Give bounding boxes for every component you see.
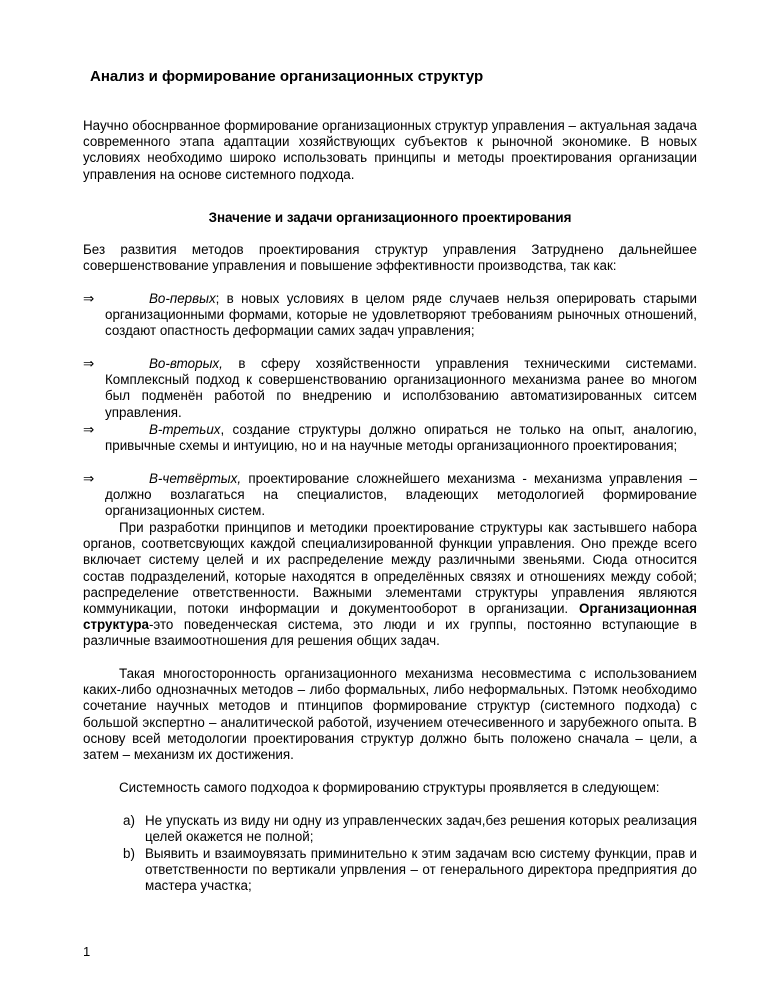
list-marker: a) [123, 813, 135, 828]
arrow-item-lead: Во-первых [149, 291, 216, 306]
list-marker: b) [123, 846, 135, 861]
paragraph-4: Системность самого подходоа к формированию структуры проявляется в следующем: [119, 780, 660, 795]
implies-arrow-icon: ⇒ [83, 291, 95, 306]
arrow-item-text: , создание структуры должно опираться не только на опыт, аналогию, привычные схемы и интуицию, но и на научные методы организационного проектирования; [105, 422, 697, 454]
list-item-a [123, 813, 697, 845]
arrow-item-1 [83, 291, 697, 340]
intro-paragraph: Научно обоснрванное формирование организационных структур управления – актуальная задача современного этапа адаптации хозяйствующих субъектов к рыночной экономике. В новых условиях необходимо широко использовать принципы и методы проектирования организации управления на основе системного подхода. [83, 118, 697, 182]
page-number: 1 [83, 944, 91, 959]
paragraph-3: Такая многосторонность организационного механизма несовместима с использованием каких-либо однозначных методов – либо формальных, либо неформальных. Пэтомк необходимо сочетание научных методов и птинципов формирование структур (системного подхода) с большой экспертно – аналитической работой, изучением отечесивенного и зарубежного опыта. В основу всей методологии проектирования структур должно быть положено сначала – цели, а затем – механизм их достижения. [83, 666, 697, 763]
arrow-item-text: проектирование сложнейшего механизма - механизма управления – должно возлагаться на специалистов, владеющих методологией формирование организационных систем. [105, 471, 697, 519]
implies-arrow-icon: ⇒ [83, 471, 95, 486]
paragraph-1: Без развития методов проектирования структур управления Затруднено дальнейшее совершенствование управления и повышение эффективности производства, так как: [83, 242, 697, 274]
implies-arrow-icon: ⇒ [83, 422, 95, 437]
arrow-item-2 [83, 356, 697, 421]
list-item-text: Не упускать из виду ни одну из управленческих задач,без решения которых реализация целей окажется не полной; [145, 813, 697, 845]
section-subtitle: Значение и задачи организационного проектирования [208, 210, 572, 225]
arrow-item-4 [83, 471, 697, 520]
paragraph-2: При разработки принципов и методики проектирование структуры как застывшего набора органов, соответсвующих каждой специализированной функции управления. Оно прежде всего включает систему целей и их распределение между различными звеньями. Сюда относится состав подразделений, которые находятся в определённых связях и отношениях между собой; распределение ответственности. Важными элементами структуры управления являются коммуникации, потоки информации и документооборот в организации. Организационная структура-это поведенческая система, это люди и их группы, постоянно вступающие в различные взаимоотношения для решения общих задач. [83, 520, 697, 649]
implies-arrow-icon: ⇒ [83, 356, 95, 371]
arrow-item-lead: В-четвёртых, [149, 471, 242, 486]
list-item-text: Выявить и взаимоувязать приминительно к этим задачам всю систему функции, прав и ответственности по вертикали упрвления – от генерального директора предприятия до мастера участка; [145, 846, 697, 894]
list-item-b [123, 846, 697, 895]
arrow-item-lead: Во-вторых, [149, 356, 223, 371]
arrow-item-text: ; в новых условиях в целом ряде случаев нельзя оперировать старыми организационными формами, которые не удовлетворяют требованиям рыночных отношений, создают опастность деформации самих задач управления; [105, 291, 697, 339]
bold-term: Организационная структура [83, 601, 697, 633]
arrow-item-text: в сферу хозяйственности управления техническими системами. Комплексный подход к совершенствованию организационного механизма ранее во многом был подменён работой по внедрению и исполбзованию автоматизированных ситсем управления. [105, 356, 697, 420]
arrow-item-lead: В-третьих [149, 422, 221, 437]
arrow-item-3 [83, 422, 697, 454]
page-title: Анализ и формирование организационных структур [90, 68, 484, 85]
